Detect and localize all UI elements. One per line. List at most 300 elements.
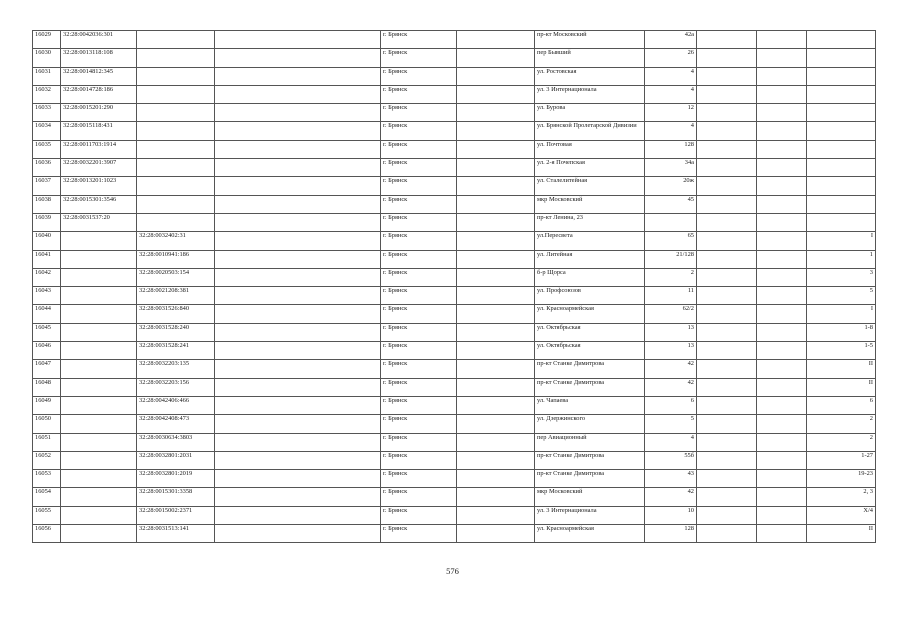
cell-cad1 xyxy=(61,506,137,524)
table-row xyxy=(33,305,876,323)
table-row xyxy=(33,250,876,268)
cell-cad2: 32:28:0015002:2371 xyxy=(137,506,215,524)
cell-street: пр-кт Ленина, 23 xyxy=(535,213,645,231)
cell-house: 10 xyxy=(645,506,697,524)
cell-empty xyxy=(757,451,807,469)
cell-extra: 2 xyxy=(807,415,876,433)
cell-house: 2 xyxy=(645,268,697,286)
cell-id: 16034 xyxy=(33,122,61,140)
cell-street: ул. 3 Интернационала xyxy=(535,506,645,524)
cell-id: 16037 xyxy=(33,177,61,195)
table-row xyxy=(33,525,876,543)
cell-city: г. Брянск xyxy=(381,488,457,506)
cell-house: 12 xyxy=(645,104,697,122)
cell-empty xyxy=(757,177,807,195)
cell-extra xyxy=(807,195,876,213)
cell-empty xyxy=(215,451,381,469)
cell-empty xyxy=(215,49,381,67)
cell-cad1 xyxy=(61,396,137,414)
cell-cad2 xyxy=(137,122,215,140)
cell-empty xyxy=(215,525,381,543)
cell-cad1 xyxy=(61,342,137,360)
cell-empty xyxy=(457,140,535,158)
cell-empty xyxy=(457,488,535,506)
page-number: 576 xyxy=(446,566,459,576)
cell-id: 16048 xyxy=(33,378,61,396)
cell-empty xyxy=(757,488,807,506)
cell-empty xyxy=(697,525,757,543)
table-row xyxy=(33,85,876,103)
cell-empty xyxy=(697,232,757,250)
cell-empty xyxy=(457,451,535,469)
cell-empty xyxy=(697,159,757,177)
cell-cad2 xyxy=(137,104,215,122)
table-row xyxy=(33,433,876,451)
cell-empty xyxy=(757,213,807,231)
cell-cad2: 32:28:0031513:141 xyxy=(137,525,215,543)
cell-empty xyxy=(215,342,381,360)
cell-empty xyxy=(457,268,535,286)
cell-empty xyxy=(457,122,535,140)
cell-house: 65 xyxy=(645,232,697,250)
cell-cad1: 32:28:0015118:431 xyxy=(61,122,137,140)
cell-empty xyxy=(457,250,535,268)
cell-cad1: 32:28:0011703:1914 xyxy=(61,140,137,158)
cell-cad2: 32:28:0032801:2019 xyxy=(137,470,215,488)
cell-city: г. Брянск xyxy=(381,85,457,103)
cell-street: пер Бывший xyxy=(535,49,645,67)
cell-empty xyxy=(457,232,535,250)
cell-house: 128 xyxy=(645,525,697,543)
cell-empty xyxy=(457,433,535,451)
cell-extra xyxy=(807,177,876,195)
table-row xyxy=(33,195,876,213)
cell-empty xyxy=(757,323,807,341)
cell-extra xyxy=(807,85,876,103)
cell-cad1: 32:28:0014728:186 xyxy=(61,85,137,103)
cell-cad1 xyxy=(61,525,137,543)
cell-empty xyxy=(215,287,381,305)
cell-empty xyxy=(215,488,381,506)
table-row xyxy=(33,287,876,305)
cell-cad1: 32:28:0015201:290 xyxy=(61,104,137,122)
cell-city: г. Брянск xyxy=(381,396,457,414)
cell-cad2: 32:28:0021208:381 xyxy=(137,287,215,305)
cell-id: 16029 xyxy=(33,31,61,49)
cell-empty xyxy=(215,360,381,378)
cell-cad1: 32:28:0015301:3546 xyxy=(61,195,137,213)
cell-empty xyxy=(697,488,757,506)
cell-extra: X/4 xyxy=(807,506,876,524)
cell-street: ул. Сталелитейная xyxy=(535,177,645,195)
cell-cad1: 32:28:0042036:301 xyxy=(61,31,137,49)
cell-empty xyxy=(697,396,757,414)
cell-empty xyxy=(757,104,807,122)
cell-empty xyxy=(457,415,535,433)
cell-extra: I xyxy=(807,232,876,250)
cell-empty xyxy=(215,31,381,49)
cell-house: 42 xyxy=(645,360,697,378)
cell-cad1 xyxy=(61,323,137,341)
cell-empty xyxy=(457,287,535,305)
cell-extra: 6 xyxy=(807,396,876,414)
cell-empty xyxy=(697,268,757,286)
cell-city: г. Брянск xyxy=(381,49,457,67)
cell-street: ул. 2-я Почепская xyxy=(535,159,645,177)
cell-house: 4 xyxy=(645,122,697,140)
cell-empty xyxy=(757,305,807,323)
cell-street: пер Авиационный xyxy=(535,433,645,451)
cell-empty xyxy=(457,360,535,378)
cell-empty xyxy=(215,250,381,268)
cell-extra xyxy=(807,159,876,177)
cell-empty xyxy=(697,305,757,323)
cell-empty xyxy=(215,415,381,433)
table-row xyxy=(33,268,876,286)
cell-empty xyxy=(757,287,807,305)
cell-city: г. Брянск xyxy=(381,305,457,323)
cell-empty xyxy=(757,396,807,414)
cell-cad2: 32:28:0031526:840 xyxy=(137,305,215,323)
cell-empty xyxy=(757,433,807,451)
cell-cad2: 32:28:0031528:240 xyxy=(137,323,215,341)
cell-street: ул. 3 Интернационала xyxy=(535,85,645,103)
cell-cad1: 32:28:0014812:345 xyxy=(61,67,137,85)
table-row xyxy=(33,470,876,488)
cell-cad2: 32:28:0015301:3358 xyxy=(137,488,215,506)
cell-id: 16035 xyxy=(33,140,61,158)
cell-id: 16044 xyxy=(33,305,61,323)
cell-street: мкр Московский xyxy=(535,195,645,213)
cell-empty xyxy=(457,396,535,414)
cell-empty xyxy=(757,140,807,158)
table-row xyxy=(33,104,876,122)
cell-extra: 1-8 xyxy=(807,323,876,341)
cell-city: г. Брянск xyxy=(381,104,457,122)
cell-empty xyxy=(457,213,535,231)
cell-empty xyxy=(457,470,535,488)
cell-empty xyxy=(697,104,757,122)
cell-cad1 xyxy=(61,250,137,268)
cell-street: пр-кт Московский xyxy=(535,31,645,49)
cell-house: 4 xyxy=(645,85,697,103)
cell-house: 26 xyxy=(645,49,697,67)
cell-house: 55б xyxy=(645,451,697,469)
cell-empty xyxy=(457,323,535,341)
cell-city: г. Брянск xyxy=(381,159,457,177)
cell-street: ул. Брянской Пролетарской Дивизии xyxy=(535,122,645,140)
cell-empty xyxy=(457,378,535,396)
cell-empty xyxy=(457,104,535,122)
cell-cad2: 32:28:0032203:156 xyxy=(137,378,215,396)
cell-empty xyxy=(457,177,535,195)
cell-cad2 xyxy=(137,213,215,231)
cell-id: 16051 xyxy=(33,433,61,451)
cell-empty xyxy=(757,49,807,67)
cell-id: 16045 xyxy=(33,323,61,341)
cell-street: ул. Бурова xyxy=(535,104,645,122)
cell-cad2: 32:28:0032801:2031 xyxy=(137,451,215,469)
cell-empty xyxy=(215,323,381,341)
table-row xyxy=(33,415,876,433)
table-row xyxy=(33,31,876,49)
cell-extra: 3 xyxy=(807,268,876,286)
cell-cad2 xyxy=(137,195,215,213)
cell-empty xyxy=(215,195,381,213)
cell-street: ул. Красноармейская xyxy=(535,525,645,543)
cell-street: ул. Почтовая xyxy=(535,140,645,158)
cell-empty xyxy=(215,122,381,140)
table-row xyxy=(33,67,876,85)
cell-house: 4 xyxy=(645,433,697,451)
cell-street: б-р Щорса xyxy=(535,268,645,286)
cell-empty xyxy=(757,67,807,85)
cell-cad2: 32:28:0042406:466 xyxy=(137,396,215,414)
cell-extra xyxy=(807,49,876,67)
cell-city: г. Брянск xyxy=(381,323,457,341)
cell-cad1 xyxy=(61,470,137,488)
cell-empty xyxy=(697,342,757,360)
cell-cad1 xyxy=(61,232,137,250)
cell-empty xyxy=(215,213,381,231)
cell-city: г. Брянск xyxy=(381,506,457,524)
register-table xyxy=(32,30,876,543)
cell-empty xyxy=(697,470,757,488)
cell-empty xyxy=(697,140,757,158)
cell-city: г. Брянск xyxy=(381,122,457,140)
cell-city: г. Брянск xyxy=(381,250,457,268)
cell-id: 16042 xyxy=(33,268,61,286)
cell-empty xyxy=(697,323,757,341)
cell-id: 16036 xyxy=(33,159,61,177)
cell-house: 42 xyxy=(645,378,697,396)
cell-cad2 xyxy=(137,85,215,103)
cell-empty xyxy=(757,268,807,286)
cell-empty xyxy=(457,305,535,323)
cell-empty xyxy=(215,268,381,286)
cell-city: г. Брянск xyxy=(381,268,457,286)
cell-street: пр-кт Станке Димитрова xyxy=(535,470,645,488)
cell-extra xyxy=(807,104,876,122)
cell-cad1: 32:28:0013118:108 xyxy=(61,49,137,67)
cell-empty xyxy=(757,506,807,524)
cell-id: 16043 xyxy=(33,287,61,305)
cell-street: ул. Профсоюзов xyxy=(535,287,645,305)
cell-cad2 xyxy=(137,67,215,85)
cell-empty xyxy=(457,525,535,543)
cell-street: ул. Литейная xyxy=(535,250,645,268)
table-row xyxy=(33,159,876,177)
cell-empty xyxy=(697,378,757,396)
cell-city: г. Брянск xyxy=(381,287,457,305)
cell-street: ул. Чапаева xyxy=(535,396,645,414)
cell-extra: I xyxy=(807,305,876,323)
cell-empty xyxy=(215,232,381,250)
table-row xyxy=(33,360,876,378)
cell-street: ул. Октябрьская xyxy=(535,323,645,341)
cell-empty xyxy=(457,342,535,360)
cell-empty xyxy=(697,415,757,433)
cell-street: ул. Октябрьская xyxy=(535,342,645,360)
cell-extra: II xyxy=(807,525,876,543)
cell-empty xyxy=(697,250,757,268)
cell-city: г. Брянск xyxy=(381,378,457,396)
cell-cad2: 32:28:0031528:241 xyxy=(137,342,215,360)
cell-id: 16046 xyxy=(33,342,61,360)
cell-empty xyxy=(757,232,807,250)
cell-city: г. Брянск xyxy=(381,213,457,231)
table-row xyxy=(33,122,876,140)
cell-id: 16054 xyxy=(33,488,61,506)
cell-cad2: 32:28:0030634:3803 xyxy=(137,433,215,451)
table-body xyxy=(33,31,876,543)
cell-empty xyxy=(697,433,757,451)
cell-cad1 xyxy=(61,360,137,378)
cell-cad1: 32:28:0013201:1023 xyxy=(61,177,137,195)
cell-id: 16038 xyxy=(33,195,61,213)
cell-extra xyxy=(807,213,876,231)
cell-cad1 xyxy=(61,433,137,451)
cell-extra: 2 xyxy=(807,433,876,451)
cell-cad1 xyxy=(61,378,137,396)
cell-extra: 5 xyxy=(807,287,876,305)
cell-empty xyxy=(697,122,757,140)
cell-empty xyxy=(697,31,757,49)
cell-empty xyxy=(457,195,535,213)
table-row xyxy=(33,213,876,231)
cell-empty xyxy=(457,49,535,67)
cell-empty xyxy=(215,85,381,103)
table-row xyxy=(33,488,876,506)
cell-empty xyxy=(457,31,535,49)
cell-city: г. Брянск xyxy=(381,342,457,360)
cell-empty xyxy=(697,85,757,103)
cell-empty xyxy=(697,506,757,524)
cell-cad2 xyxy=(137,140,215,158)
cell-extra: 1-5 xyxy=(807,342,876,360)
table-row xyxy=(33,140,876,158)
cell-city: г. Брянск xyxy=(381,140,457,158)
cell-empty xyxy=(215,433,381,451)
cell-cad1 xyxy=(61,268,137,286)
cell-id: 16053 xyxy=(33,470,61,488)
cell-empty xyxy=(697,287,757,305)
cell-street: ул. Ростовская xyxy=(535,67,645,85)
cell-street: ул. Дзержинского xyxy=(535,415,645,433)
cell-empty xyxy=(215,396,381,414)
cell-street: пр-кт Станке Димитрова xyxy=(535,451,645,469)
cell-empty xyxy=(757,250,807,268)
cell-empty xyxy=(215,177,381,195)
cell-extra xyxy=(807,67,876,85)
cell-empty xyxy=(757,31,807,49)
cell-street: ул.Пересвета xyxy=(535,232,645,250)
cell-house: 20ж xyxy=(645,177,697,195)
table-row xyxy=(33,342,876,360)
cell-empty xyxy=(457,85,535,103)
cell-id: 16049 xyxy=(33,396,61,414)
cell-id: 16047 xyxy=(33,360,61,378)
cell-cad1: 32:28:0031537:20 xyxy=(61,213,137,231)
cell-house: 34а xyxy=(645,159,697,177)
cell-empty xyxy=(697,451,757,469)
cell-empty xyxy=(215,470,381,488)
cell-id: 16032 xyxy=(33,85,61,103)
cell-cad2 xyxy=(137,177,215,195)
cell-house xyxy=(645,213,697,231)
cell-cad1 xyxy=(61,415,137,433)
cell-house: 43 xyxy=(645,470,697,488)
cell-house: 42а xyxy=(645,31,697,49)
cell-empty xyxy=(757,378,807,396)
cell-id: 16039 xyxy=(33,213,61,231)
cell-city: г. Брянск xyxy=(381,195,457,213)
cell-house: 5 xyxy=(645,415,697,433)
cell-extra xyxy=(807,31,876,49)
table-row xyxy=(33,177,876,195)
cell-cad1 xyxy=(61,451,137,469)
cell-cad1 xyxy=(61,305,137,323)
table-row xyxy=(33,232,876,250)
cell-house: 13 xyxy=(645,323,697,341)
cell-cad1 xyxy=(61,488,137,506)
cell-street: пр-кт Станке Димитрова xyxy=(535,378,645,396)
cell-cad2 xyxy=(137,49,215,67)
cell-cad1 xyxy=(61,287,137,305)
cell-extra: II xyxy=(807,360,876,378)
cell-empty xyxy=(697,360,757,378)
cell-city: г. Брянск xyxy=(381,525,457,543)
table-row xyxy=(33,396,876,414)
cell-id: 16056 xyxy=(33,525,61,543)
cell-house: 45 xyxy=(645,195,697,213)
cell-empty xyxy=(757,415,807,433)
cell-city: г. Брянск xyxy=(381,433,457,451)
table-row xyxy=(33,506,876,524)
cell-empty xyxy=(697,195,757,213)
cell-cad2: 32:28:0032402:31 xyxy=(137,232,215,250)
cell-extra: 19-23 xyxy=(807,470,876,488)
table-row xyxy=(33,451,876,469)
cell-empty xyxy=(757,342,807,360)
cell-city: г. Брянск xyxy=(381,31,457,49)
cell-empty xyxy=(457,159,535,177)
cell-empty xyxy=(215,67,381,85)
table-row xyxy=(33,323,876,341)
cell-id: 16055 xyxy=(33,506,61,524)
cell-id: 16030 xyxy=(33,49,61,67)
cell-extra: II xyxy=(807,378,876,396)
cell-empty xyxy=(697,49,757,67)
cell-empty xyxy=(215,159,381,177)
cell-empty xyxy=(757,360,807,378)
cell-city: г. Брянск xyxy=(381,177,457,195)
cell-empty xyxy=(457,67,535,85)
cell-empty xyxy=(757,525,807,543)
cell-extra xyxy=(807,140,876,158)
cell-street: мкр Московский xyxy=(535,488,645,506)
cell-id: 16031 xyxy=(33,67,61,85)
cell-empty xyxy=(697,177,757,195)
cell-house: 13 xyxy=(645,342,697,360)
cell-city: г. Брянск xyxy=(381,232,457,250)
cell-cad2 xyxy=(137,159,215,177)
cell-extra xyxy=(807,122,876,140)
cell-city: г. Брянск xyxy=(381,415,457,433)
cell-cad2: 32:28:0042408:473 xyxy=(137,415,215,433)
cell-house: 11 xyxy=(645,287,697,305)
cell-extra: 1 xyxy=(807,250,876,268)
